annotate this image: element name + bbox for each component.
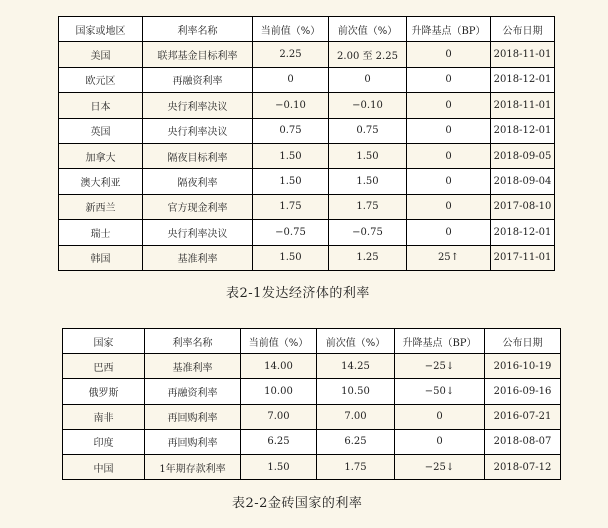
column-header: 升降基点（BP） <box>407 17 491 42</box>
table-row <box>59 42 555 67</box>
table-cell: 2018-12-01 <box>491 67 555 92</box>
table-cell: −25↓ <box>395 454 485 479</box>
table-cell: −0.10 <box>329 93 407 118</box>
table-cell: 0 <box>407 169 491 194</box>
column-header: 利率名称 <box>143 17 253 42</box>
table-cell: −50↓ <box>395 379 485 404</box>
table-cell: 2018-07-12 <box>485 454 561 479</box>
table-cell: 1.50 <box>253 245 329 270</box>
table-cell: 0 <box>407 220 491 245</box>
table-row <box>59 169 555 194</box>
table-row <box>63 429 561 454</box>
table-cell: 2016-07-21 <box>485 404 561 429</box>
column-header: 国家或地区 <box>59 17 143 42</box>
table-cell: 基准利率 <box>145 354 241 379</box>
column-header: 升降基点（BP） <box>395 329 485 354</box>
table-cell: 再回购利率 <box>145 429 241 454</box>
table-cell: 英国 <box>59 118 143 143</box>
table-cell: 1.50 <box>253 169 329 194</box>
table-cell: 1.50 <box>253 143 329 168</box>
table-row <box>59 67 555 92</box>
table-cell: 0 <box>395 429 485 454</box>
table-cell: 1.25 <box>329 245 407 270</box>
table-cell: 联邦基金目标利率 <box>143 42 253 67</box>
table2-body <box>63 329 561 480</box>
column-header: 当前值（%） <box>241 329 317 354</box>
table-cell: −0.75 <box>253 220 329 245</box>
column-header: 利率名称 <box>145 329 241 354</box>
table-cell: 印度 <box>63 429 145 454</box>
table-cell: 10.50 <box>317 379 395 404</box>
column-header: 当前值（%） <box>253 17 329 42</box>
table-cell: 1年期存款利率 <box>145 454 241 479</box>
table-cell: 央行利率决议 <box>143 93 253 118</box>
table-cell: 央行利率决议 <box>143 220 253 245</box>
table-cell: 1.50 <box>329 169 407 194</box>
table-row <box>59 245 555 270</box>
table-cell: 1.75 <box>329 194 407 219</box>
table-cell: 2.25 <box>253 42 329 67</box>
table-cell: 新西兰 <box>59 194 143 219</box>
table-row <box>63 354 561 379</box>
table-cell: 0.75 <box>253 118 329 143</box>
table-cell: 2018-11-01 <box>491 93 555 118</box>
column-header: 前次值（%） <box>329 17 407 42</box>
table-row <box>59 143 555 168</box>
table-cell: 欧元区 <box>59 67 143 92</box>
table-cell: 2016-09-16 <box>485 379 561 404</box>
table-cell: 0.75 <box>329 118 407 143</box>
table-cell: 0 <box>407 194 491 219</box>
table-cell: 隔夜目标利率 <box>143 143 253 168</box>
table-cell: 0 <box>407 118 491 143</box>
table-cell: 俄罗斯 <box>63 379 145 404</box>
table-cell: 6.25 <box>317 429 395 454</box>
table-cell: 7.00 <box>241 404 317 429</box>
table-cell: 14.25 <box>317 354 395 379</box>
column-header: 公布日期 <box>485 329 561 354</box>
table-cell: 基准利率 <box>143 245 253 270</box>
table-row <box>59 220 555 245</box>
table1-body <box>59 17 555 271</box>
table-cell: −25↓ <box>395 354 485 379</box>
table-cell: 韩国 <box>59 245 143 270</box>
table-cell: 0 <box>407 93 491 118</box>
table-cell: 再融资利率 <box>143 67 253 92</box>
table-cell: 6.25 <box>241 429 317 454</box>
brics-rate-table <box>62 328 561 480</box>
table-row <box>59 93 555 118</box>
table-cell: −0.75 <box>329 220 407 245</box>
table-cell: 0 <box>407 143 491 168</box>
table-cell: 1.75 <box>253 194 329 219</box>
table-cell: 7.00 <box>317 404 395 429</box>
table-cell: 央行利率决议 <box>143 118 253 143</box>
table-row <box>63 454 561 479</box>
table-row <box>59 118 555 143</box>
table-row <box>59 194 555 219</box>
table-cell: 美国 <box>59 42 143 67</box>
column-header: 公布日期 <box>491 17 555 42</box>
table-cell: 2018-09-05 <box>491 143 555 168</box>
table-cell: 南非 <box>63 404 145 429</box>
table-cell: 10.00 <box>241 379 317 404</box>
table-cell: 巴西 <box>63 354 145 379</box>
table-cell: 0 <box>395 404 485 429</box>
column-header: 国家 <box>63 329 145 354</box>
table-cell: 再回购利率 <box>145 404 241 429</box>
table-cell: 1.75 <box>317 454 395 479</box>
table-cell: 瑞士 <box>59 220 143 245</box>
table-cell: 再融资利率 <box>145 379 241 404</box>
table-cell: 0 <box>253 67 329 92</box>
table-cell: −0.10 <box>253 93 329 118</box>
table-cell: 0 <box>407 42 491 67</box>
table-cell: 14.00 <box>241 354 317 379</box>
header-row <box>63 329 561 354</box>
table-cell: 2016-10-19 <box>485 354 561 379</box>
table-cell: 2018-11-01 <box>491 42 555 67</box>
table-cell: 1.50 <box>329 143 407 168</box>
developed-economies-rate-table <box>58 16 555 271</box>
table-cell: 中国 <box>63 454 145 479</box>
table-cell: 25↑ <box>407 245 491 270</box>
table-cell: 1.50 <box>241 454 317 479</box>
table1-caption: 表2-1发达经济体的利率 <box>226 286 370 301</box>
table-cell: 2018-08-07 <box>485 429 561 454</box>
header-row <box>59 17 555 42</box>
table-cell: 澳大利亚 <box>59 169 143 194</box>
table-cell: 0 <box>329 67 407 92</box>
table-row <box>63 404 561 429</box>
table-cell: 2018-12-01 <box>491 220 555 245</box>
table-row <box>63 379 561 404</box>
table-cell: 官方现金利率 <box>143 194 253 219</box>
table-cell: 2017-11-01 <box>491 245 555 270</box>
table-cell: 日本 <box>59 93 143 118</box>
table-cell: 2018-12-01 <box>491 118 555 143</box>
table-cell: 0 <box>407 67 491 92</box>
table2-caption: 表2-2金砖国家的利率 <box>232 496 363 511</box>
table-cell: 隔夜利率 <box>143 169 253 194</box>
column-header: 前次值（%） <box>317 329 395 354</box>
table-cell: 加拿大 <box>59 143 143 168</box>
table-cell: 2017-08-10 <box>491 194 555 219</box>
table-cell: 2018-09-04 <box>491 169 555 194</box>
table-cell: 2.00 至 2.25 <box>329 42 407 67</box>
